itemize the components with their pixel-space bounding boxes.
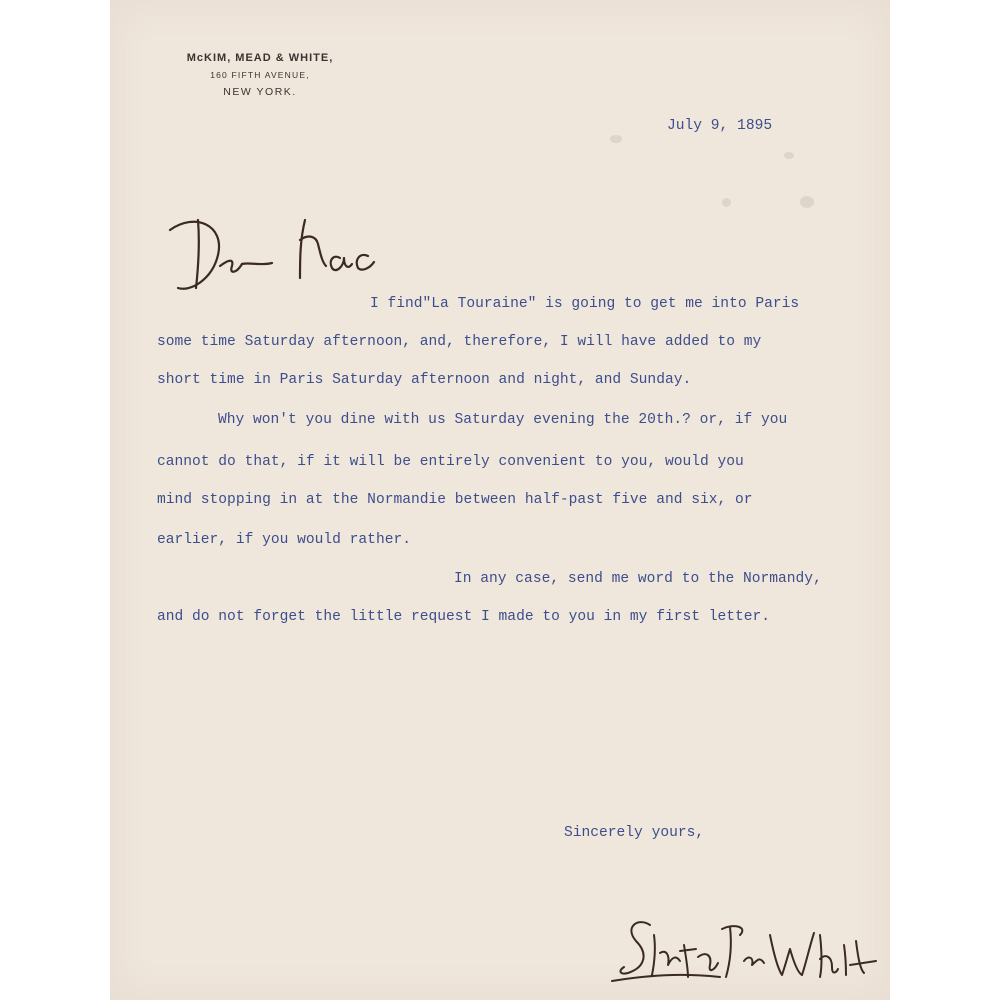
body-line-4: Why won't you dine with us Saturday evening the 20th.? or, if you — [218, 412, 788, 428]
letterhead-street: 160 FIFTH AVENUE, — [210, 70, 310, 80]
body-line-3: short time in Paris Saturday afternoon and night, and Sunday. — [157, 372, 692, 388]
handwritten-signature — [610, 905, 880, 990]
body-line-2: some time Saturday afternoon, and, therefore, I will have added to my — [157, 334, 762, 350]
paper-stain — [800, 196, 814, 208]
letterhead-city: NEW YORK. — [223, 86, 297, 98]
body-line-8: In any case, send me word to the Normandy, — [454, 571, 822, 587]
body-line-6: mind stopping in at the Normandie between half-past five and six, or — [157, 492, 753, 508]
paper-stain — [610, 135, 622, 143]
closing: Sincerely yours, — [564, 825, 705, 841]
letter-date: July 9, 1895 — [667, 118, 773, 134]
body-line-9: and do not forget the little request I made to you in my first letter. — [157, 609, 771, 625]
paper-stain — [722, 198, 731, 207]
handwritten-salutation — [150, 200, 380, 300]
letterhead-firm: McKIM, MEAD & WHITE, — [186, 52, 334, 64]
letterhead — [170, 50, 350, 101]
paper-stain — [784, 152, 794, 159]
letter-paper — [110, 0, 890, 1000]
body-line-7: earlier, if you would rather. — [157, 532, 411, 548]
body-line-5: cannot do that, if it will be entirely convenient to you, would you — [157, 454, 744, 470]
body-line-1: I find"La Touraine" is going to get me into Paris — [370, 296, 800, 312]
